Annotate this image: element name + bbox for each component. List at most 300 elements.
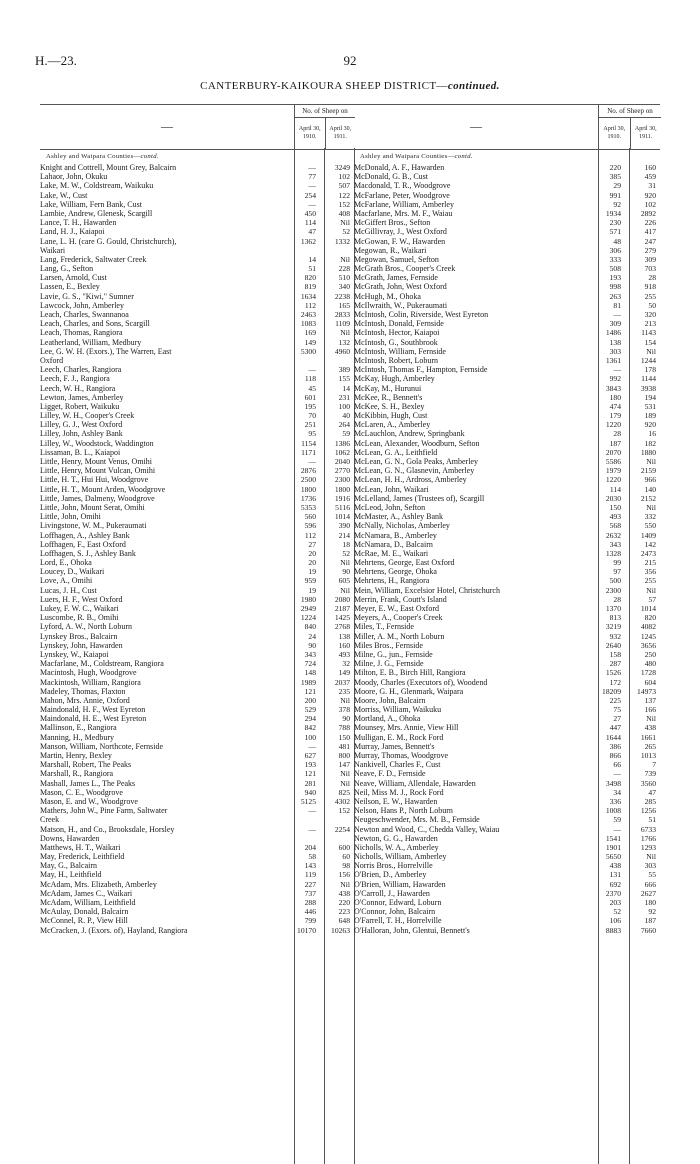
table-row — [40, 512, 354, 521]
owner-name: Nankivell, Charles F., Cust — [354, 760, 441, 770]
sheep-1911: 231 — [338, 392, 350, 402]
owner-name: Milne, J. G., Fernside — [354, 659, 424, 669]
owner-name: McIlwraith, W., Pukeraumati — [354, 300, 448, 310]
table-row — [40, 429, 354, 438]
owner-name: Neugeschwender, Mrs. M. B., Fernside — [354, 815, 480, 825]
sheep-1911: 60 — [342, 852, 350, 862]
table-row — [354, 319, 660, 328]
owner-name: Macfarlane, M., Coldstream, Rangiora — [40, 659, 164, 669]
owner-name: Creek — [40, 815, 60, 825]
table-row — [354, 705, 660, 714]
sheep-1910: 28 — [613, 429, 621, 439]
owner-name: McRae, M. E., Waikari — [354, 548, 429, 558]
table-row — [354, 576, 660, 585]
table-row — [40, 632, 354, 641]
owner-name: Lyford, A. W., North Loburn — [40, 622, 132, 632]
sheep-1910: 474 — [609, 401, 621, 411]
owner-name: Manson, William, Northcote, Fernside — [40, 741, 164, 751]
sheep-1910: 447 — [609, 723, 621, 733]
sheep-1910: 3498 — [605, 778, 621, 788]
owner-name: McKay, M., Hurunui — [354, 383, 422, 393]
table-row — [354, 769, 660, 778]
sheep-1911: 1062 — [334, 447, 350, 457]
sheep-1911: 32 — [342, 659, 350, 669]
sheep-1911: Nil — [646, 714, 656, 724]
table-row — [40, 411, 354, 420]
owner-name: Neilson, E. W., Hawarden — [354, 796, 438, 806]
owner-name: Lynskey, W., Kaiapoi — [40, 649, 109, 659]
owner-name: McIntosh, William, Fernside — [354, 346, 446, 356]
sheep-1911: 3938 — [640, 383, 656, 393]
sheep-1910: — — [308, 365, 316, 375]
table-row — [40, 641, 354, 650]
sheep-1910: 1220 — [605, 420, 621, 430]
owner-name: Livingstone, W. M., Pukeraumati — [40, 521, 147, 531]
sheep-1911: 14973 — [637, 686, 656, 696]
sheep-1910: 333 — [609, 254, 621, 264]
sheep-1911: 788 — [338, 723, 350, 733]
owner-name: Maindonald, H. F., West Eyreton — [40, 705, 146, 715]
sheep-1910: 5586 — [605, 457, 621, 466]
sheep-1911: Nil — [646, 852, 656, 862]
owner-name: Lilley, W., Woodstock, Waddington — [40, 438, 154, 448]
table-row — [354, 429, 660, 438]
owner-name: Lambie, Andrew, Glenesk, Scargill — [40, 208, 153, 218]
table-row — [354, 393, 660, 402]
col-1910-header: April 30, 1910. — [603, 126, 626, 140]
sheep-1911: 920 — [644, 190, 656, 200]
col-1910-header: April 30, 1910. — [298, 126, 321, 140]
sheep-1911: 739 — [644, 769, 656, 779]
table-row — [354, 191, 660, 200]
owner-name: Leech, F. J., Rangiora — [40, 374, 110, 384]
table-row — [40, 916, 354, 925]
owner-name: Little, James, Dalmeny, Woodgrove — [40, 493, 155, 503]
sheep-1911: 180 — [644, 898, 656, 907]
table-row — [354, 659, 660, 668]
table-row — [40, 273, 354, 282]
sheep-1911: Nil — [646, 346, 656, 356]
sheep-1911: 2159 — [640, 466, 656, 476]
sheep-1910: 20 — [308, 558, 316, 568]
sheep-1910: 1989 — [300, 677, 316, 687]
owner-name: Moody, Charles (Executors of), Woodend — [354, 677, 488, 687]
table-row — [354, 531, 660, 540]
sheep-1911: 250 — [644, 649, 656, 659]
owner-name: Lewton, James, Amberley — [40, 392, 124, 402]
table-row — [40, 880, 354, 889]
owner-name: Lissaman, B. L., Kaiapoi — [40, 447, 121, 457]
sheep-1910: 10170 — [297, 925, 316, 935]
sheep-1910: 200 — [304, 695, 316, 705]
table-row — [354, 347, 660, 356]
owner-name: Loffhagen, F., East Oxford — [40, 539, 126, 549]
table-row — [354, 558, 660, 567]
sheep-1910: 48 — [613, 236, 621, 246]
owner-name: Lukey, F. W. C., Waikari — [40, 604, 119, 613]
table-row — [354, 779, 660, 788]
owner-name: McHugh, M., Ohoka — [354, 291, 421, 301]
owner-name: Mortland, A., Ohoka — [354, 714, 421, 724]
table-row — [354, 733, 660, 742]
table-row — [354, 172, 660, 181]
table-row — [354, 264, 660, 273]
sheep-1910: 343 — [304, 649, 316, 659]
sheep-1911: Nil — [340, 328, 350, 338]
table-row — [40, 301, 354, 310]
table-row — [354, 567, 660, 576]
owner-name: Lake, William, Fern Bank, Cust — [40, 199, 142, 209]
table-row — [40, 172, 354, 181]
owner-name: Lassen, E., Bexley — [40, 282, 100, 292]
owner-name: Waikari — [40, 245, 66, 255]
sheep-1911: 4960 — [334, 346, 350, 356]
table-row — [40, 751, 354, 760]
table-row — [40, 393, 354, 402]
sheep-1911: 50 — [648, 300, 656, 310]
table-row — [40, 365, 354, 374]
sheep-1911: 279 — [644, 245, 656, 255]
sheep-1910: 1901 — [605, 842, 621, 852]
sheep-1910: 227 — [304, 879, 316, 889]
table-row — [354, 494, 660, 503]
sheep-1911: 2040 — [334, 457, 350, 466]
sheep-1911: 1244 — [640, 355, 656, 365]
owner-name: Lahaor, John, Okuku — [40, 172, 108, 182]
sheep-1910: — — [613, 824, 621, 834]
table-row — [40, 191, 354, 200]
owner-name: McLean, G. N., Gola Peaks, Amberley — [354, 457, 478, 466]
table-row — [40, 503, 354, 512]
sheep-1910: 254 — [304, 190, 316, 200]
sheep-1910 — [286, 815, 320, 824]
table-row — [354, 411, 660, 420]
owner-name: Murray, James, Bennett's — [354, 741, 435, 751]
sheep-1911: 138 — [338, 631, 350, 641]
owner-name: Maindonald, H. E., West Eyreton — [40, 714, 147, 724]
owner-name: Marshall, Robert, The Peaks — [40, 760, 132, 770]
table-row — [354, 870, 660, 879]
owner-name: Madeley, Thomas, Flaxton — [40, 686, 126, 696]
sheep-1911: 4302 — [334, 796, 350, 806]
sheep-1911: 7 — [652, 760, 656, 770]
sheep-1911: 178 — [644, 365, 656, 375]
table-row — [354, 200, 660, 209]
owner-name: Mehrtens, H., Rangiora — [354, 576, 430, 586]
sheep-1911: 966 — [644, 475, 656, 485]
owner-name: Murray, Thomas, Woodgrove — [354, 751, 449, 760]
table-row — [354, 439, 660, 448]
sheep-1911: 98 — [342, 861, 350, 871]
sheep-1910: 5125 — [300, 796, 316, 806]
sheep-1910: 309 — [609, 319, 621, 329]
owner-name: McLauchlon, Andrew, Springbank — [354, 429, 465, 439]
sheep-1910 — [286, 246, 320, 255]
table-row — [40, 319, 354, 328]
sheep-1910: 75 — [613, 705, 621, 715]
sheep-1910: 571 — [609, 227, 621, 237]
sheep-1910: 2640 — [605, 640, 621, 650]
sheep-1911: 215 — [644, 558, 656, 568]
table-row — [354, 301, 660, 310]
sheep-1911: Nil — [340, 585, 350, 595]
table-row — [40, 163, 354, 172]
table-row — [354, 604, 660, 613]
table-row — [40, 310, 354, 319]
sheep-1910: 724 — [304, 659, 316, 669]
table-row — [40, 576, 354, 585]
sheep-1910: 19 — [308, 567, 316, 577]
owner-name: Newton and Wood, C., Chedda Valley, Waiau — [354, 824, 500, 834]
owner-name: Lavie, G. S., "Kiwi," Sumner — [40, 291, 134, 301]
sheep-1910: 2030 — [605, 493, 621, 503]
table-row — [40, 558, 354, 567]
table-row — [40, 723, 354, 732]
sheep-1911: 389 — [338, 365, 350, 375]
section-continued: contd. — [454, 153, 473, 160]
sheep-1910: 306 — [609, 245, 621, 255]
table-row — [40, 705, 354, 714]
owner-name: McGiffert Bros., Sefton — [354, 218, 431, 228]
table-row — [40, 246, 354, 255]
owner-name: Little, Henry, Mount Venus, Omihi — [40, 457, 152, 466]
owner-name: Neil, Miss M. J., Rock Ford — [354, 787, 444, 797]
sheep-1911: 438 — [644, 723, 656, 733]
sheep-1910: 2370 — [605, 888, 621, 898]
sheep-1910: 20 — [308, 548, 316, 558]
sheep-1910: 2949 — [300, 604, 316, 613]
table-row — [354, 540, 660, 549]
sheep-1910: 148 — [304, 668, 316, 678]
sheep-1910: 998 — [609, 282, 621, 292]
owner-name: Downs, Hawarden — [40, 833, 100, 843]
table-row — [354, 751, 660, 760]
owner-name: Macintosh, Hugh, Woodgrove — [40, 668, 137, 678]
sheep-1910: 2632 — [605, 530, 621, 540]
sheep-1911: 1256 — [640, 806, 656, 816]
sheep-1911: 165 — [338, 300, 350, 310]
sheep-1911: 1425 — [334, 613, 350, 623]
table-row — [354, 907, 660, 916]
table-row — [40, 292, 354, 301]
sheep-1910: 193 — [609, 273, 621, 283]
sheep-1911: 493 — [338, 649, 350, 659]
owner-name: Matson, H., and Co., Brooksdale, Horsley — [40, 824, 175, 834]
table-row — [354, 898, 660, 907]
sheep-1911: 2892 — [640, 208, 656, 218]
sheep-1911: 52 — [342, 548, 350, 558]
owner-name: Macfarlane, Mrs. M. F., Waiau — [354, 208, 453, 218]
table-row — [354, 521, 660, 530]
table-row — [354, 696, 660, 705]
sheep-1911: 920 — [644, 420, 656, 430]
sheep-1911: 481 — [338, 741, 350, 751]
sheep-1911: 140 — [644, 484, 656, 494]
section-continued: contd. — [140, 153, 159, 160]
table-row — [40, 200, 354, 209]
document-id: H.—23. — [35, 53, 77, 68]
sheep-1911: 3249 — [334, 163, 350, 172]
sheep-1911: 90 — [342, 567, 350, 577]
sheep-1910: 28 — [613, 594, 621, 604]
sheep-1911: 189 — [644, 411, 656, 421]
owner-name: Mathers, John W., Pine Farm, Saltwater — [40, 806, 168, 816]
sheep-1910: — — [308, 806, 316, 816]
table-row — [354, 687, 660, 696]
owner-name: Milne, G., jun., Fernside — [354, 649, 433, 659]
sheep-1911: 160 — [644, 163, 656, 172]
name-column-header: — — [470, 119, 482, 133]
sheep-1911: Nil — [340, 778, 350, 788]
owner-name: Love, A., Omihi — [40, 576, 93, 586]
sheep-1910: 2876 — [300, 466, 316, 476]
sheep-1911: 1661 — [640, 732, 656, 742]
sheep-1910: 692 — [609, 879, 621, 889]
table-row — [354, 209, 660, 218]
table-row — [354, 227, 660, 236]
sheep-1911: Nil — [340, 218, 350, 228]
sheep-1910: 1979 — [605, 466, 621, 476]
sheep-1911: 255 — [644, 291, 656, 301]
table-row — [354, 926, 660, 935]
table-row — [40, 742, 354, 751]
table-row — [40, 374, 354, 383]
sheep-1910: 1541 — [605, 833, 621, 843]
left-table-header — [40, 104, 354, 150]
owner-name: McConnel, R. P., View Hill — [40, 916, 128, 926]
table-row — [40, 604, 354, 613]
sheep-1911: 182 — [644, 438, 656, 448]
sheep-1910: 820 — [304, 273, 316, 283]
owner-name: Mehrtens, George, Ohoka — [354, 567, 437, 577]
table-row — [354, 815, 660, 824]
owner-name: Lord, E., Ohoka — [40, 558, 92, 568]
sheep-1911: 332 — [644, 512, 656, 522]
sheep-1911: 510 — [338, 273, 350, 283]
sheep-1910: 187 — [609, 438, 621, 448]
owner-name: Leach, Thomas, Rangiora — [40, 328, 123, 338]
owner-name: Meyers, A., Cooper's Creek — [354, 613, 443, 623]
table-row — [354, 374, 660, 383]
table-row — [40, 521, 354, 530]
table-row — [40, 282, 354, 291]
sheep-1910: 52 — [613, 907, 621, 917]
owner-name: McKibbin, Hugh, Cust — [354, 411, 428, 421]
table-row — [40, 861, 354, 870]
table-row — [354, 668, 660, 677]
owner-name: Macdonald, T. R., Woodgrove — [354, 181, 451, 191]
owner-name: McLean, G. N., Glasnevin, Amberley — [354, 466, 475, 476]
sheep-1911: 1800 — [334, 484, 350, 494]
page-number: 92 — [343, 53, 357, 68]
owner-name: Matthews, H. T., Waikari — [40, 842, 121, 852]
owner-name: Lynskey, John, Hawarden — [40, 640, 123, 650]
sheep-1911: 55 — [648, 870, 656, 880]
table-row — [40, 852, 354, 861]
owner-name: Nicholls, William, Amberley — [354, 852, 447, 862]
sheep-1910: 99 — [613, 558, 621, 568]
sheep-1911: 825 — [338, 787, 350, 797]
table-row — [354, 310, 660, 319]
sheep-1910: — — [308, 457, 316, 466]
owner-name: Lilley, John, Ashley Bank — [40, 429, 123, 439]
owner-name: O'Carroll, J., Hawarden — [354, 888, 430, 898]
sheep-1910: 1980 — [300, 594, 316, 604]
table-row — [354, 723, 660, 732]
col-1911-header: April 30, 1911. — [630, 118, 662, 149]
section-heading — [354, 151, 660, 163]
owner-name: McGowan, F. W., Hawarden — [354, 236, 446, 246]
sheep-1911: 459 — [644, 172, 656, 182]
table-row — [40, 806, 354, 815]
sheep-1911: 1144 — [641, 374, 656, 384]
table-row — [40, 788, 354, 797]
sheep-1910: 121 — [304, 686, 316, 696]
table-row — [40, 181, 354, 190]
sheep-1911: 1014 — [640, 604, 656, 613]
sheep-1911: 228 — [338, 264, 350, 274]
table-row — [40, 494, 354, 503]
sheep-1910: 1361 — [605, 355, 621, 365]
owner-name: Little, H. T., Mount Arden, Woodgrove — [40, 484, 166, 494]
sheep-1910: 737 — [304, 888, 316, 898]
table-row — [354, 512, 660, 521]
owner-name: McGrath Bros., Cooper's Creek — [354, 264, 456, 274]
sheep-1911: Nil — [646, 457, 656, 466]
sheep-1910: 386 — [609, 741, 621, 751]
sheep-1910: 220 — [609, 163, 621, 172]
title-main: CANTERBURY-KAIKOURA SHEEP DISTRICT— — [200, 80, 448, 92]
owner-name: McFarlane, Peter, Woodgrove — [354, 190, 450, 200]
table-row — [40, 926, 354, 935]
table-row — [354, 255, 660, 264]
owner-name: McLelland, James (Trustees of), Scargill — [354, 493, 485, 503]
sheep-1911: 150 — [338, 732, 350, 742]
owner-name: McAulay, Donald, Balcairn — [40, 907, 129, 917]
sheep-1911: 2238 — [334, 291, 350, 301]
table-row — [354, 889, 660, 898]
sheep-1910: 1220 — [605, 475, 621, 485]
table-row — [40, 384, 354, 393]
sheep-1910: 568 — [609, 521, 621, 531]
table-row — [40, 889, 354, 898]
sheep-1911: 52 — [342, 227, 350, 237]
sheep-1910: 14 — [308, 254, 316, 264]
table-row — [354, 466, 660, 475]
left-table — [40, 104, 354, 935]
sheep-1910: 3843 — [605, 383, 621, 393]
sheep-1911: 5116 — [335, 502, 350, 512]
owner-name: McAdam, William, Leithfield — [40, 898, 136, 907]
sheep-1910: 92 — [613, 199, 621, 209]
owner-name: McNamara, B., Amberley — [354, 530, 437, 540]
sheep-1911: 16 — [648, 429, 656, 439]
table-row — [40, 448, 354, 457]
sheep-1911: 220 — [338, 898, 350, 907]
table-row — [40, 586, 354, 595]
owner-name: Oxford — [40, 355, 64, 365]
sheep-1910: — — [308, 199, 316, 209]
sheep-1910: 2463 — [300, 310, 316, 319]
sheep-count-header — [598, 105, 661, 149]
sheep-1911: 255 — [644, 576, 656, 586]
table-row — [40, 659, 354, 668]
table-row — [40, 475, 354, 484]
sheep-1911: 285 — [644, 796, 656, 806]
sheep-1910: 500 — [609, 576, 621, 586]
owner-name: McIntosh, G., Southbrook — [354, 337, 438, 347]
sheep-1910: 991 — [609, 190, 621, 200]
